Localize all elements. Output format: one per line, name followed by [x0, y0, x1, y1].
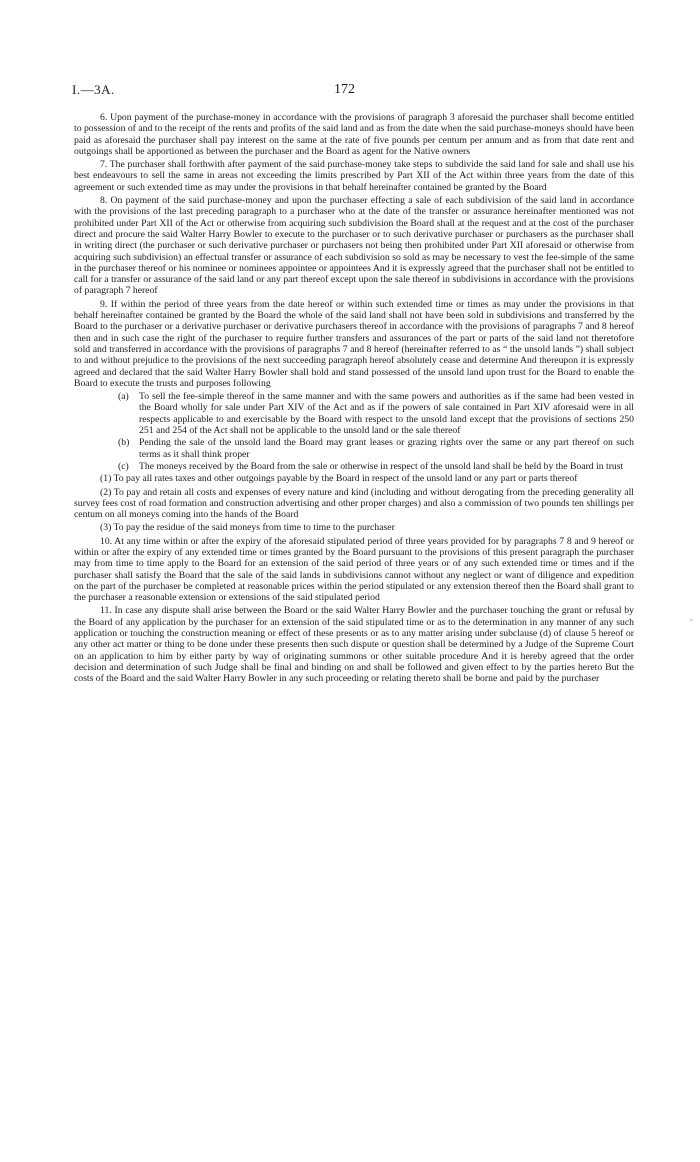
trust-item-a: [74, 391, 634, 436]
moneys-application-1: (1) To pay all rates taxes and other outgoings payable by the Board in respect of the unsold land or any part or parts thereof: [100, 473, 578, 485]
trust-text: To sell the fee-simple thereof in the same manner and with the same powers and authorities as if the same had been vested in the Board wholly for sale under Part XIV of the Act and as if the powers of sale contained in Part XIV aforesaid were in all respects applicable to and exercisable by the Board with respect to the unsold land except that the provisions of sections 250 251 and 254 of the Act shall not be applicable to the unsold land or the sale thereof: [139, 391, 634, 437]
moneys-application-2: (2) To pay and retain all costs and expenses of every nature and kind (including and without derogating from the preceding generality all survey fees cost of road formation and construction advertising and other proper charges) and also a commission of two pounds ten shillings per centum on all moneys coming into the hands of the Board: [74, 486, 634, 521]
trust-label: (b): [118, 437, 130, 449]
document-body: [74, 112, 634, 687]
trust-text: The moneys received by the Board from the sale or otherwise in respect of the unsold land shall be held by the Board in trust: [139, 460, 624, 472]
trust-item-c: [74, 461, 634, 472]
trust-list: [74, 391, 634, 472]
paragraph-9: 9. If within the period of three years from the date hereof or within such extended time or times as may under the provisions in that behalf hereinafter contained be granted by the Board the whole of the said land shall not have been sold in subdivisions and transferred by the Board to the purchaser or a derivative purchaser or derivative purchasers thereof in accordance with the provisions of paragraphs 7 and 8 hereof then and in such case the right of the purchaser to require further transfers and assurances of the part or parts of the said land not theretofore sold and transferred in accordance with the provisions of paragraphs 7 and 8 hereof (hereinafter referred to as “ the unsold lands ”) shall subject to and without prejudice to the provisions of the next succeeding paragraph hereof absolutely cease and determine And thereupon it is expressly agreed and declared that the said Walter Harry Bowler shall hold and stand possessed of the unsold land upon trust for the Board to enable the Board to execute the trusts and purposes following: [74, 298, 634, 389]
trust-label: (c): [118, 460, 129, 472]
paragraph-8: 8. On payment of the said purchase-money and upon the purchaser effecting a sale of each subdivision of the said land in accordance with the provisions of the last preceding paragraph to a purchaser who at the date of the transfer or assurance hereinafter mentioned was not prohibited under Part XII of the Act or otherwise from acquiring such subdivision the Board shall at the request and at the cost of the purchaser direct and procure the said Walter Harry Bowler to execute to the purchaser or to such derivative purchaser or purchasers as the purchaser shall in writing direct (the purchaser or such derivative purchaser or purchasers not being then prohibited under Part XII aforesaid or otherwise from acquiring such subdivision) an effectual transfer or assurance of each subdivision so sold as may be necessary to vest the fee-simple of the same in the purchaser thereof or his nominee or nominees appointee or appointees And it is expressly agreed that the purchaser shall not be entitled to call for a transfer or assurance of the said land or any part thereof except upon the sale thereof in subdivisions in accordance with the provisions of paragraph 7 hereof: [74, 195, 634, 297]
paragraph-7: 7. The purchaser shall forthwith after payment of the said purchase-money take steps to subdivide the said land for sale and shall use his best endeavours to sell the same in areas not exceeding the limits prescribed by Part XII of the Act within three years from the date of this agreement or such extended time as may under the provisions in that behalf hereinafter contained be granted by the Board: [74, 159, 634, 193]
trust-label: (a): [118, 391, 129, 403]
moneys-application-3: (3) To pay the residue of the said moneys from time to time to the purchaser: [100, 522, 395, 534]
page-header: [72, 82, 652, 100]
trust-item-b: [74, 437, 634, 460]
paragraph-11: 11. In case any dispute shall arise between the Board or the said Walter Harry Bowler and the purchaser touching the grant or refusal by the Board of any application by the purchaser for an extension of the said stipulated time or as to the determination in any manner of any such application or touching the construction meaning or effect of these presents or as to any matter arising under subclause (d) of clause 5 hereof or any other act matter or thing to be done under these presents then such dispute or question shall be determined by a Judge of the Supreme Court on an application to him by either party by way of originating summons or other suitable procedure And it is hereby agreed that the order decision and determination of such Judge shall be final and binding on and shall be followed and given effect to by the parties hereto But the costs of the Board and the said Walter Harry Bowler in any such proceeding or relating thereto shall be borne and paid by the purchaser: [74, 605, 634, 685]
paragraph-6: 6. Upon payment of the purchase-money in accordance with the provisions of paragraph 3 aforesaid the purchaser shall become entitled to possession of and to the receipt of the rents and profits of the said land and as from the date when the said purchase-moneys should have been paid as aforesaid the purchaser shall pay interest on the same at the rate of five pounds per centum per annum and as from that date rent and outgoings shall be apportioned as between the purchaser and the Board as agent for the Native owners: [74, 112, 634, 157]
page-number: 172: [334, 82, 355, 97]
trust-text: Pending the sale of the unsold land the Board may grant leases or grazing rights over the same or any part thereof on such terms as it shall think proper: [139, 437, 634, 460]
margin-mark: ˘: [690, 618, 693, 627]
document-reference: I.—3A.: [72, 82, 115, 97]
paragraph-10: 10. At any time within or after the expiry of the aforesaid stipulated period of three years provided for by paragraphs 7 8 and 9 hereof or within or after the expiry of any extended time or times granted by the Board pursuant to the provisions of this present paragraph the purchaser may from time to time apply to the Board for an extension of the said period of three years or of any such extended time or times and if the purchaser shall satisfy the Board that the sale of the said lands in subdivisions cannot without any neglect or want of diligence and expedition on the part of the purchaser be completed at reasonable prices within the period stipulated or any extension thereof then the Board shall grant to the purchaser a reasonable extension or extensions of the said stipulated period: [74, 535, 634, 604]
